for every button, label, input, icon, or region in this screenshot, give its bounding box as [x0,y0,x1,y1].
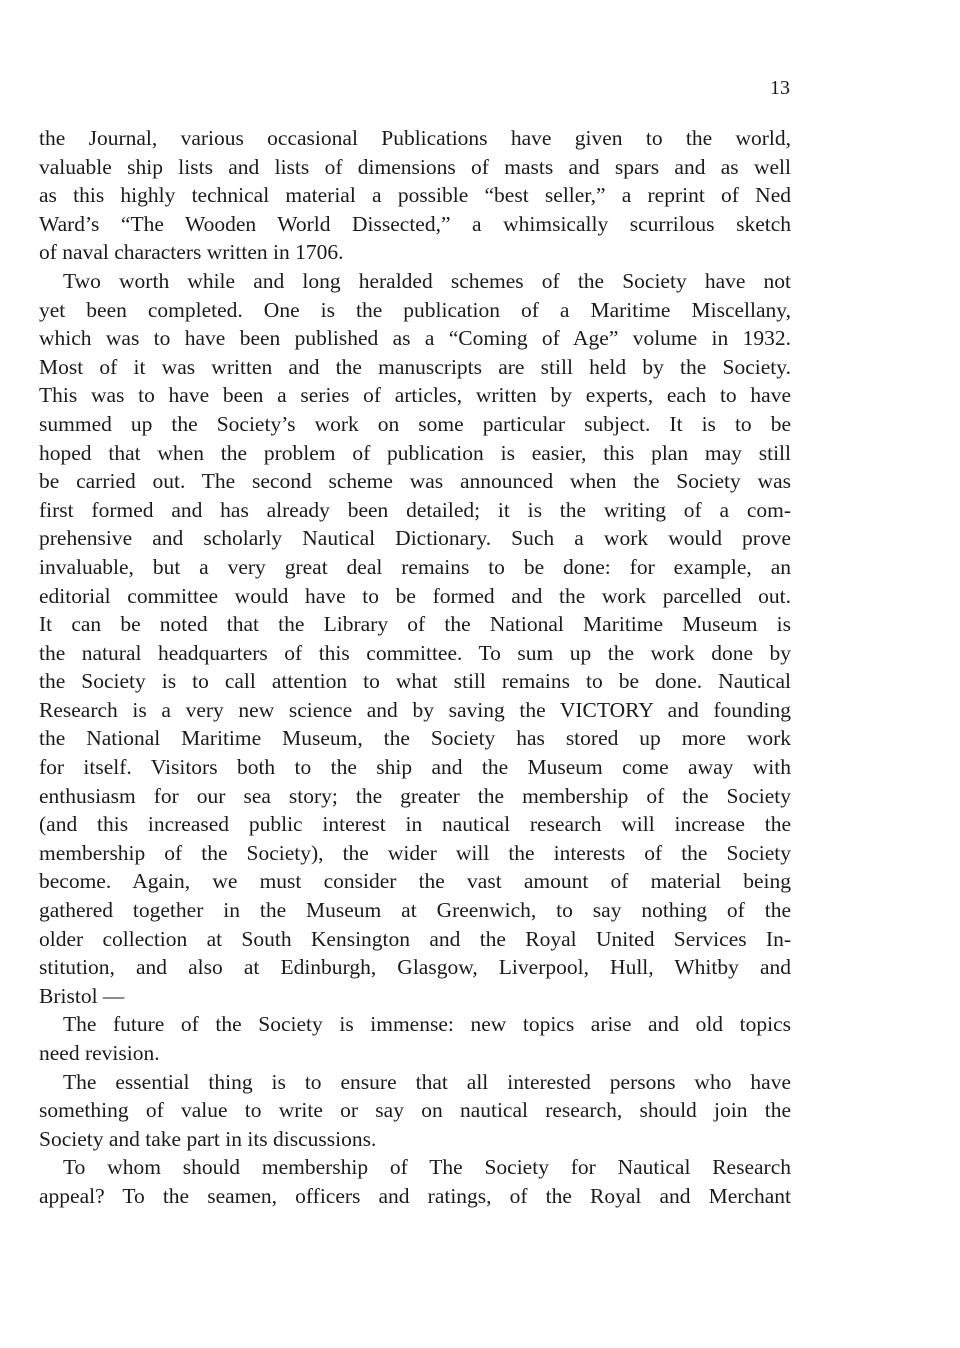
text-line: valuable ship lists and lists of dimensions of masts and spars and as well [39,154,791,179]
text-line: need revision. [39,1041,160,1065]
text-line: The essential thing is to ensure that all interested persons who have [63,1069,791,1094]
text-line: older collection at South Kensington and the Royal United Services In- [39,926,791,951]
text-line: Ward’s “The Wooden World Dissected,” a whimsically scurrilous sketch [39,211,791,236]
text-line: membership of the Society), the wider will the interests of the Society [39,840,791,865]
text-line: invaluable, but a very great deal remains to be done: for example, an [39,554,791,579]
text-line: Society and take part in its discussions. [39,1126,377,1151]
text-line: something of value to write or say on nautical research, should join the [39,1098,791,1123]
text-line: editorial committee would have to be formed and the work parcelled out. [39,583,791,608]
text-line: yet been completed. One is the publication of a Maritime Miscellany, [39,297,791,322]
text-line: prehensive and scholarly Nautical Dictionary. Such a work would prove [39,526,791,551]
text-line: The future of the Society is immense: new topics arise and old topics [63,1012,791,1037]
text-line: for itself. Visitors both to the ship and the Museum come away with [39,755,791,780]
text-line: be carried out. The second scheme was announced when the Society was [39,469,791,494]
text-line: To whom should membership of The Society for Nautical Research [63,1155,791,1180]
text-line: This was to have been a series of articles, written by experts, each to have [39,383,791,408]
text-line: first formed and has already been detailed; it is the writing of a com- [39,497,791,522]
text-line: Research is a very new science and by saving the VICTORY and founding [39,697,791,722]
text-line: Bristol — [39,983,125,1008]
text-line: as this highly technical material a possible “best seller,” a reprint of Ned [39,183,791,208]
text-line: stitution, and also at Edinburgh, Glasgow, Liverpool, Hull, Whitby and [39,955,791,980]
text-line: the Society is to call attention to what still remains to be done. Nautical [39,669,791,694]
text-line: the natural headquarters of this committee. To sum up the work done by [39,640,791,665]
text-line: become. Again, we must consider the vast amount of material being [39,869,791,894]
text-line: enthusiasm for our sea story; the greater the membership of the Society [39,783,791,808]
text-line: summed up the Society’s work on some particular subject. It is to be [39,411,791,436]
page-number: 13 [770,77,790,99]
text-line: hoped that when the problem of publication is easier, this plan may still [39,440,791,465]
text-line: (and this increased public interest in nautical research will increase the [39,812,791,837]
text-line: gathered together in the Museum at Greenwich, to say nothing of the [39,898,791,923]
text-line: appeal? To the seamen, officers and ratings, of the Royal and Merchant [39,1183,791,1208]
body-text [39,124,791,1211]
text-line: the Journal, various occasional Publications have given to the world, [39,126,791,150]
text-line: It can be noted that the Library of the National Maritime Museum is [39,612,791,637]
text-line: of naval characters written in 1706. [39,240,344,265]
text-line: Two worth while and long heralded schemes of the Society have not [63,268,791,293]
text-line: Most of it was written and the manuscripts are still held by the Society. [39,354,791,379]
text-line: which was to have been published as a “Coming of Age” volume in 1932. [39,326,791,351]
text-line: the National Maritime Museum, the Society has stored up more work [39,726,791,751]
